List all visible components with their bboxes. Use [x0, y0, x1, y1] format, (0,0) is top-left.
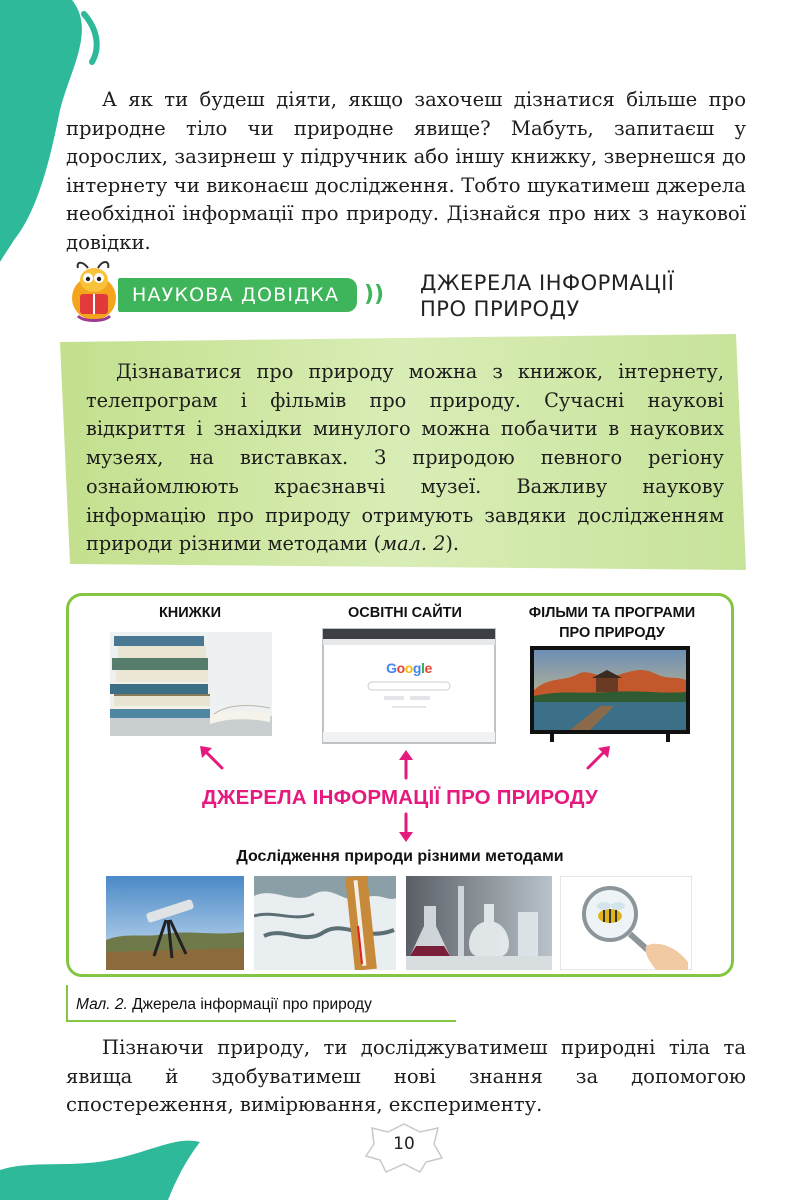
reference-title-line2: ПРО ПРИРОДУ [420, 297, 580, 321]
arrow-to-films-icon [584, 742, 614, 772]
reference-title-line1: ДЖЕРЕЛА ІНФОРМАЦІЇ [420, 271, 675, 295]
label-books: КНИЖКИ [158, 605, 222, 621]
reference-title [420, 270, 720, 322]
caption-ref: Мал. 2. [76, 996, 128, 1013]
reference-text-main: Дізнаватися про природу можна з книжок, інтернету, телепрограм і фільмів про природу. Сучасні наукові відкриття і знахідки минулого можна побачити в наукових музеях, на виставках. З природою певного регіону ознайомлюють краєзнавчі музеї. Важливу наукову інформацію про природу отримують завдяки дослідженням природи різними методами ( [86, 360, 724, 556]
center-label: ДЖЕРЕЛА ІНФОРМАЦІЇ ПРО ПРИРОДУ [202, 786, 598, 809]
outro-paragraph [66, 1034, 746, 1120]
books-image [110, 632, 272, 736]
arrow-to-methods-icon [396, 812, 416, 844]
reference-tag: НАУКОВА ДОВІДКА [118, 278, 357, 312]
reference-text [86, 358, 724, 559]
label-sites: ОСВІТНІ САЙТИ [348, 605, 462, 621]
telescope-image [106, 876, 244, 970]
label-films [512, 603, 712, 643]
intro-paragraph [66, 86, 746, 258]
google-logo: Google [386, 660, 432, 676]
caption-line-vertical [66, 985, 68, 1021]
caption-underline [66, 1020, 456, 1022]
tv-nature-image [530, 646, 690, 742]
page-number [364, 1122, 444, 1174]
label-films-line1: ФІЛЬМИ ТА ПРОГРАМИ [528, 605, 696, 621]
figure-reference: мал. 2 [381, 532, 446, 556]
corner-decoration-bottom [0, 1130, 220, 1200]
page-number-text: 10 [393, 1134, 415, 1154]
arrow-to-sites-icon [396, 748, 416, 780]
laboratory-glassware-image [406, 876, 552, 970]
tag-slashes: )) [364, 282, 385, 307]
outro-text: Пізнаючи природу, ти досліджуватимеш природні тіла та явища й здобуватимеш нові знання за допомогою спостереження, вимірювання, експерименту. [66, 1036, 746, 1117]
figure-caption [76, 996, 372, 1014]
arrow-to-books-icon [196, 742, 226, 772]
intro-text: А як ти будеш діяти, якщо захочеш дізнатися більше про природне тіло чи природне явище? Мабуть, запитаєш у дорослих, зазирнеш у підручник або іншу книжку, звернешся до інтернету чи виконаєш дослідження. Тобто шукатимеш джерела необхідної інформації про природу. Дізнайся про них з наукової довідки. [66, 88, 746, 254]
caption-text: Джерела інформації про природу [127, 996, 372, 1013]
magnifier-bee-image [560, 876, 692, 970]
label-films-line2: ПРО ПРИРОДУ [559, 625, 665, 641]
reference-text-end: ). [445, 532, 460, 556]
methods-label: Дослідження природи різними методами [236, 848, 564, 865]
browser-screenshot-image [322, 628, 496, 744]
thermometer-image [254, 876, 396, 970]
